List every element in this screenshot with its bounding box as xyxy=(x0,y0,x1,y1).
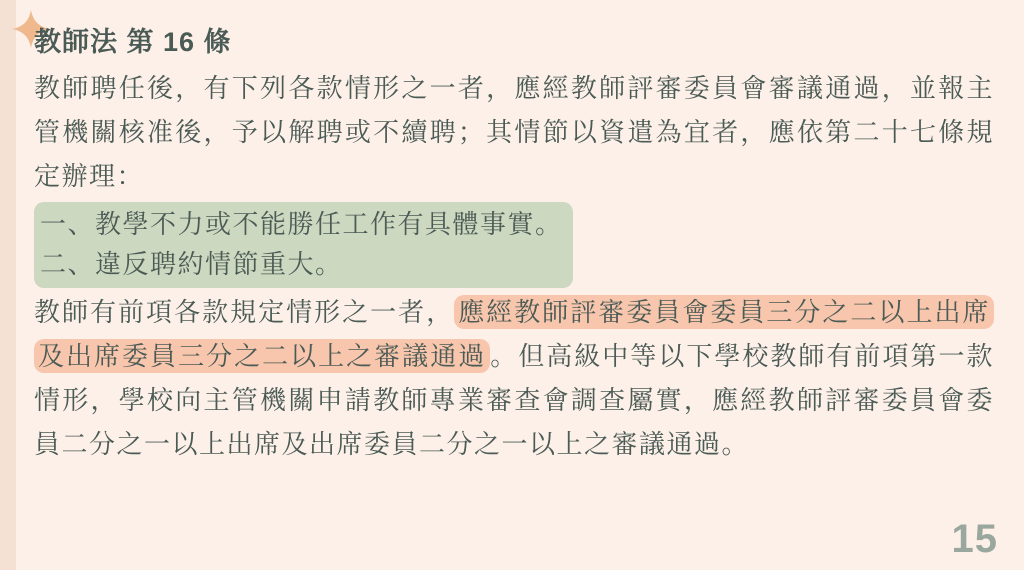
slide-content xyxy=(34,22,994,466)
clause-item-1: 一、教學不力或不能勝任工作有具體事實。 xyxy=(40,209,563,239)
paragraph-1: 教師聘任後，有下列各款情形之一者，應經教師評審委員會審議通過，並報主管機關核准後，予以解聘或不續聘；其情節以資遣為宜者，應依第二十七條規定辦理： xyxy=(34,73,994,191)
highlighted-text-orange: 應經教師評審委員會委員三分之二以上出席及出席委員三分之二以上之審議通過 xyxy=(34,295,994,373)
paragraph-2-lead: 教師有前項各款規定情形之一者， xyxy=(34,297,455,327)
paragraph-2-tail: 。但高級中等以下學校教師有前項第一款情形，學校向主管機關申請教師專業審查會調查屬實，應經教師評審委員會委員二分之一以上出席及出席委員二分之一以上之審議通過。 xyxy=(34,341,994,459)
page-title: 教師法 第 16 條 xyxy=(34,27,232,57)
highlighted-clauses-green xyxy=(34,202,573,288)
page-number: 15 xyxy=(951,517,998,561)
clause-item-2: 二、違反聘約情節重大。 xyxy=(40,249,343,279)
paragraph-2 xyxy=(34,290,994,466)
left-decorative-band xyxy=(0,0,16,570)
